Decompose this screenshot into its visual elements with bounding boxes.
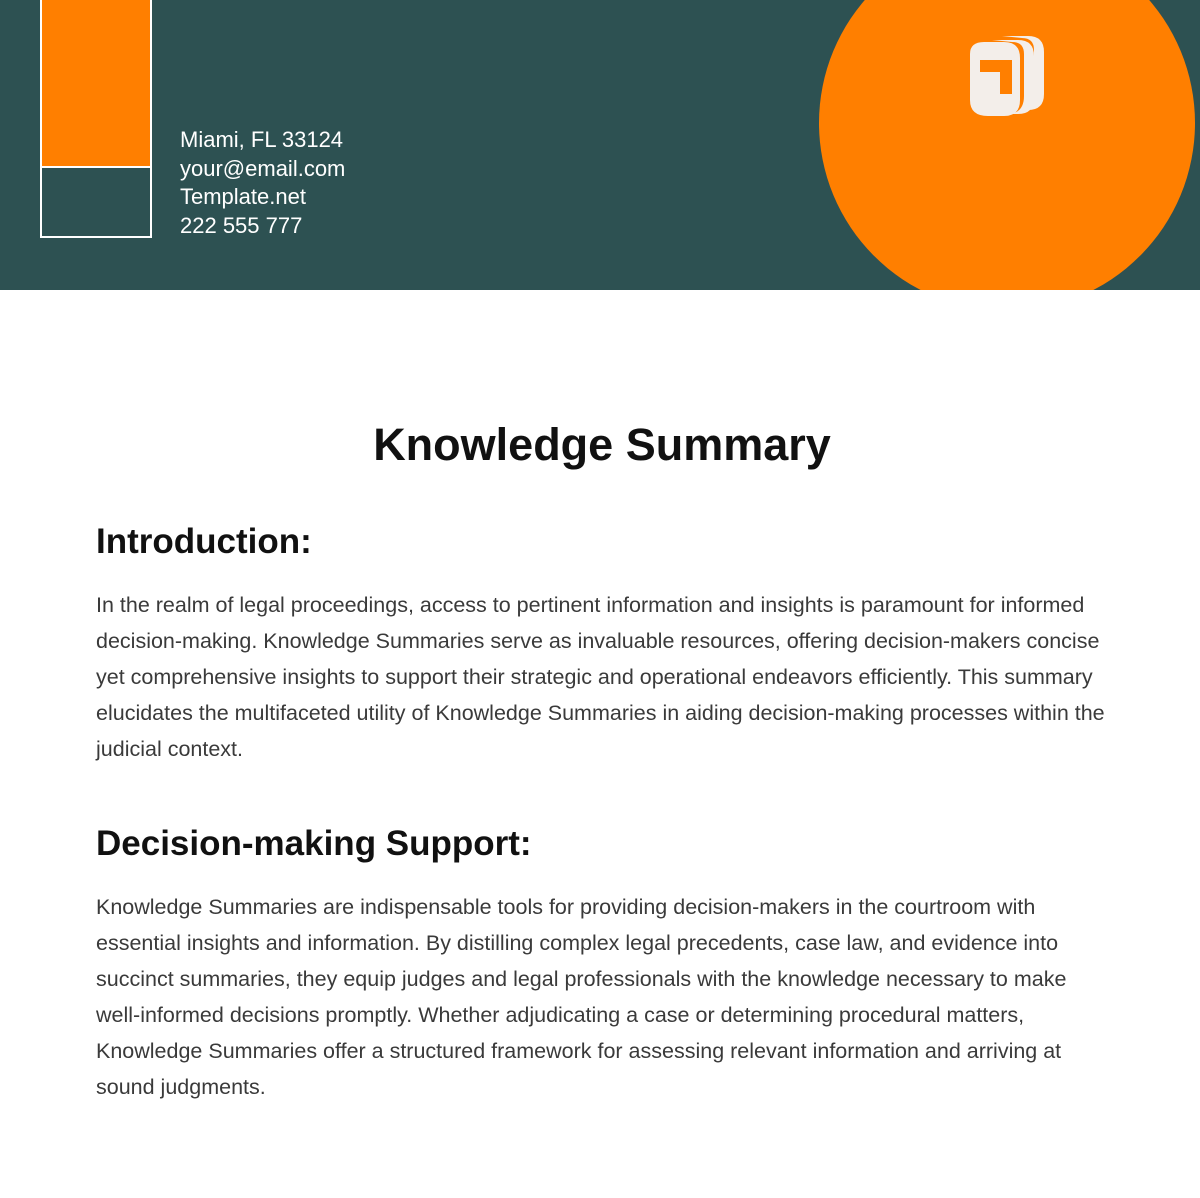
header-band xyxy=(0,0,1200,290)
contact-email: your@email.com xyxy=(180,155,346,181)
stacked-pages-logo-icon xyxy=(964,30,1048,118)
contact-address: Miami, FL 33124 xyxy=(180,127,344,152)
section-heading-decision-support: Decision-making Support: xyxy=(96,824,532,863)
brand-block-accent xyxy=(42,0,150,168)
document-body xyxy=(96,415,1106,1105)
section-body-decision-support: Knowledge Summaries are indispensable tools for providing decision-makers in the courtroom with essential insights and information. By distilling complex legal precedents, case law, and evidence into succinct summaries, they equip judges and legal professionals with the knowledge necessary to make well-informed decisions promptly. Whether adjudicating a case or determining procedural matters, Knowledge Summaries offer a structured framework for assessing relevant information and arriving at sound judgments. xyxy=(96,895,1067,1099)
contact-website: Template.net xyxy=(180,184,306,209)
section-heading-introduction: Introduction: xyxy=(96,522,312,561)
contact-phone: 222 555 777 xyxy=(180,212,303,238)
contact-info xyxy=(180,126,345,240)
section-body-introduction: In the realm of legal proceedings, access to pertinent information and insights is paramount for informed decision-making. Knowledge Summaries serve as invaluable resources, offering decision-makers concise yet comprehensive insights to support their strategic and operational endeavors efficiently. This summary elucidates the multifaceted utility of Knowledge Summaries in aiding decision-making processes within the judicial context. xyxy=(96,593,1105,761)
document-title: Knowledge Summary xyxy=(373,419,831,470)
brand-block xyxy=(40,0,152,238)
